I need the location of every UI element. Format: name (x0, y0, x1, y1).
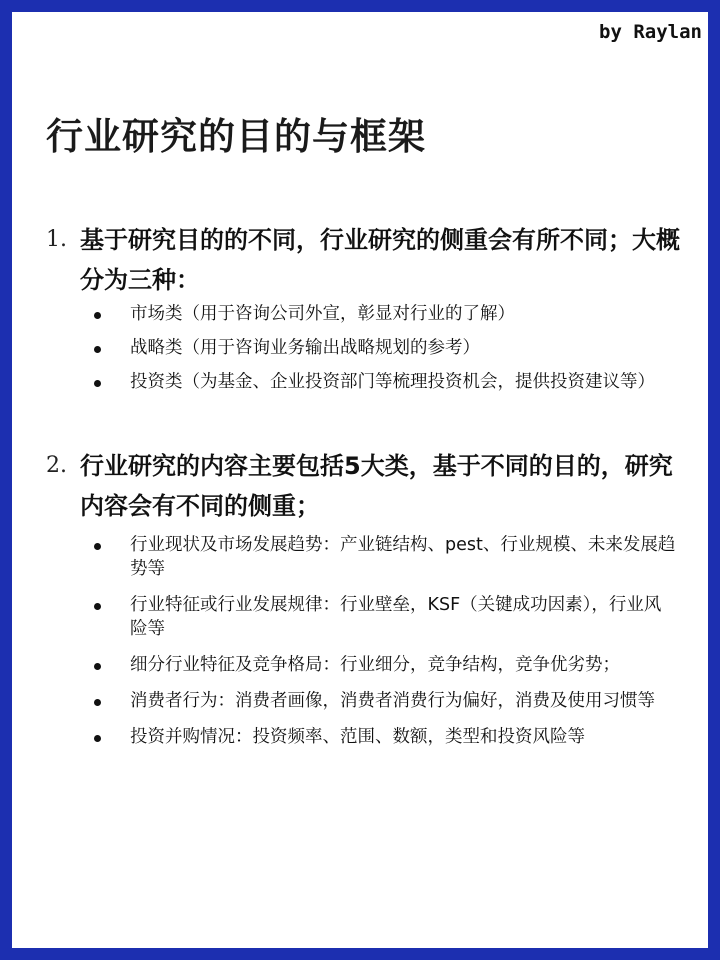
list-item (12, 302, 708, 326)
page-title: 行业研究的目的与框架 (46, 115, 426, 158)
list-item (12, 336, 708, 360)
section-2-bullet-list (12, 533, 708, 761)
list-item (12, 593, 708, 641)
section-heading-text: 基于研究目的的不同，行业研究的侧重会有所不同；大概分为三种： (80, 226, 680, 294)
bullet-dot-icon (94, 346, 101, 353)
author-signature: by Raylan (599, 21, 702, 43)
bullet-dot-icon (94, 312, 101, 319)
list-item-text: 消费者行为：消费者画像，消费者消费行为偏好，消费及使用习惯等 (130, 691, 655, 711)
section-number: 2. (46, 453, 67, 478)
list-item-text: 战略类（用于咨询业务输出战略规划的参考） (130, 338, 480, 358)
bullet-dot-icon (94, 543, 101, 550)
section-heading-2 (46, 446, 686, 526)
list-item-text: 行业特征或行业发展规律：行业壁垒，KSF（关键成功因素），行业风险等 (130, 595, 662, 639)
list-item (12, 370, 708, 394)
list-item (12, 689, 708, 713)
list-item-text: 市场类（用于咨询公司外宣，彰显对行业的了解） (130, 304, 515, 324)
bullet-dot-icon (94, 380, 101, 387)
list-item-text: 细分行业特征及竞争格局：行业细分，竞争结构，竞争优劣势； (130, 655, 620, 675)
list-item (12, 725, 708, 749)
list-item (12, 653, 708, 677)
bullet-dot-icon (94, 735, 101, 742)
list-item-text: 行业现状及市场发展趋势：产业链结构、pest、行业规模、未来发展趋势等 (130, 535, 676, 579)
section-heading-text: 行业研究的内容主要包括5大类，基于不同的目的，研究内容会有不同的侧重； (80, 452, 673, 520)
section-1-bullet-list (12, 302, 708, 404)
bullet-dot-icon (94, 603, 101, 610)
list-item-text: 投资并购情况：投资频率、范围、数额，类型和投资风险等 (130, 727, 585, 747)
content-card (12, 12, 708, 948)
section-heading-1 (46, 220, 686, 300)
list-item (12, 533, 708, 581)
section-number: 1. (46, 227, 67, 252)
list-item-text: 投资类（为基金、企业投资部门等梳理投资机会，提供投资建议等） (130, 372, 655, 392)
bullet-dot-icon (94, 663, 101, 670)
bullet-dot-icon (94, 699, 101, 706)
